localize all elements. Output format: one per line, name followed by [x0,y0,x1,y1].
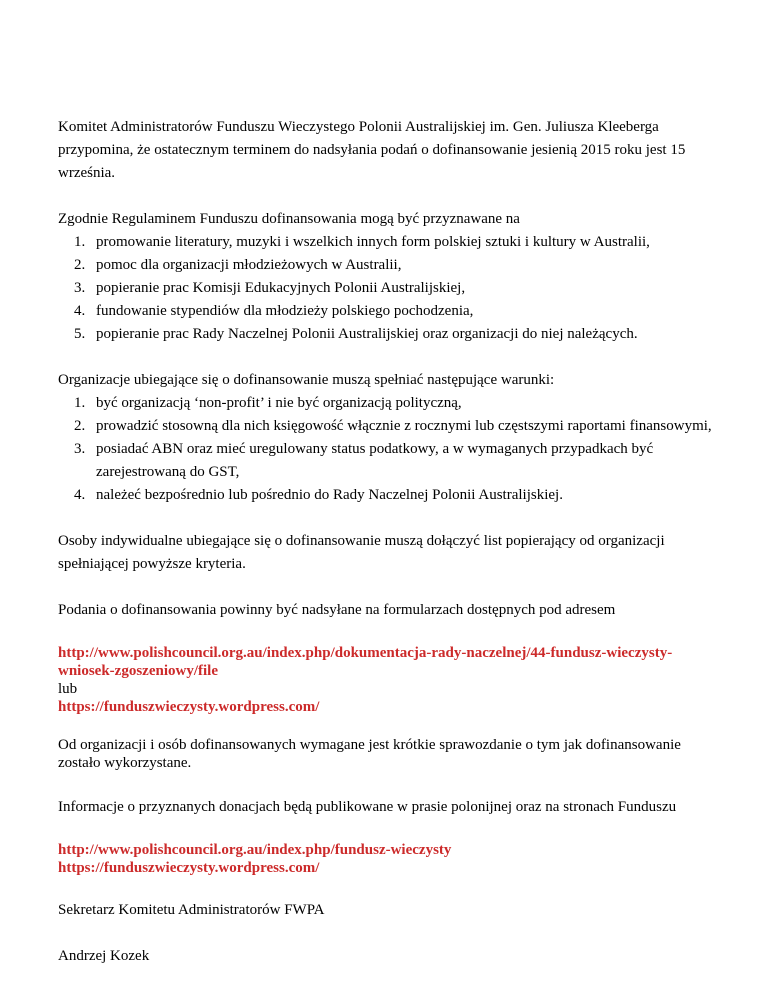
funding-purposes-list [58,231,726,346]
list-item: 1. promowanie literatury, muzyki i wszelkich innych form polskiej sztuki i kultury w Australii, [89,231,726,254]
publication-paragraph: Informacje o przyznanych donacjach będą publikowane w prasie polonijnej oraz na stronach Funduszu [58,799,677,815]
list-item: 2. prowadzić stosowną dla nich księgowość włącznie z rocznymi lub częstszymi raportami finansowymi, [89,415,726,438]
conditions-lead: Organizacje ubiegające się o dofinansowanie muszą spełniać następujące warunki: [58,372,555,388]
or-label: lub [58,681,78,697]
secretary-title: Sekretarz Komitetu Administratorów FWPA [58,902,325,918]
info-links [58,841,726,877]
document-body [58,116,726,968]
list-item: 3. posiadać ABN oraz mieć uregulowany status podatkowy, a w wymaganych przypadkach być zarejestrowaną do GST, [89,438,726,484]
applications-paragraph: Podania o dofinansowania powinny być nadsyłane na formularzach dostępnych pod adresem [58,602,616,618]
list-item: 2. pomoc dla organizacji młodzieżowych w Australii, [89,254,726,277]
report-paragraph: Od organizacji i osób dofinansowanych wymagane jest krótkie sprawozdanie o tym jak dofinansowanie zostało wykorzystane. [58,737,681,771]
list-item: 4. fundowanie stypendiów dla młodzieży polskiego pochodzenia, [89,300,726,323]
application-form-link[interactable] [58,644,726,680]
list-item: 1. być organizacją ‘non-profit’ i nie być organizacją polityczną, [89,392,726,415]
list-item: 5. popieranie prac Rady Naczelnej Polonii Australijskiej oraz organizacji do niej należących. [89,323,726,346]
link-line: wniosek-zgoszeniowy/file [58,663,218,679]
fund-website-link-2[interactable]: https://funduszwieczysty.wordpress.com/ [58,860,320,876]
list-item: 4. należeć bezpośrednio lub pośrednio do Rady Naczelnej Polonii Australijskiej. [89,484,726,507]
conditions-list [58,392,726,507]
signature-name: Andrzej Kozek [58,948,150,964]
application-links [58,644,726,716]
fund-website-link[interactable]: https://funduszwieczysty.wordpress.com/ [58,699,320,715]
individuals-paragraph: Osoby indywidualne ubiegające się o dofinansowanie muszą dołączyć list popierający od organizacji spełniającej powyższe kryteria. [58,533,665,572]
regulations-lead: Zgodnie Regulaminem Funduszu dofinansowania mogą być przyznawane na [58,211,520,227]
intro-paragraph: Komitet Administratorów Funduszu Wieczystego Polonii Australijskiej im. Gen. Juliusza Kleeberga przypomina, że ostatecznym terminem do nadsyłania podań o dofinansowanie jesienią 2015 roku jest 15 września. [58,119,686,181]
list-item: 3. popieranie prac Komisji Edukacyjnych Polonii Australijskiej, [89,277,726,300]
council-fund-link[interactable]: http://www.polishcouncil.org.au/index.php/fundusz-wieczysty [58,842,452,858]
link-line: http://www.polishcouncil.org.au/index.php/dokumentacja-rady-naczelnej/44-fundusz-wieczysty- [58,645,673,661]
